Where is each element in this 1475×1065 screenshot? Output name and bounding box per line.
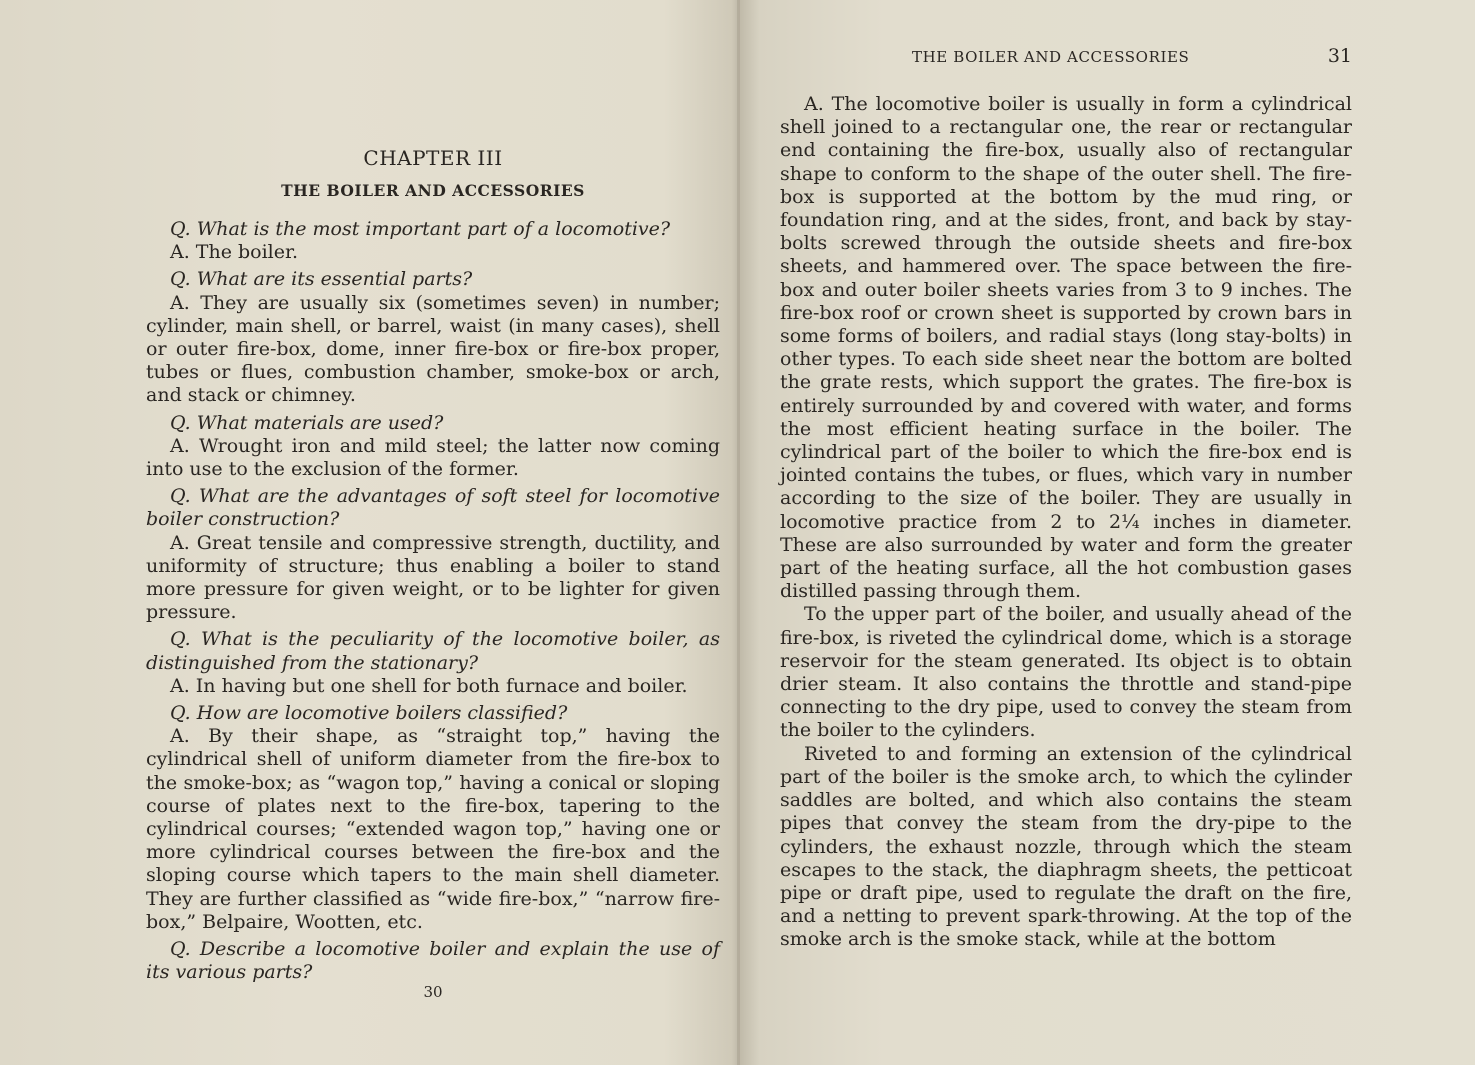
question-paragraph: Q. How are locomotive boilers classified? <box>170 702 568 725</box>
question-paragraph: Q. Describe a locomotive boiler and explain the use of its various parts? <box>146 938 720 984</box>
question-paragraph: Q. What are its essential parts? <box>170 268 473 291</box>
chapter-title: CHAPTER III <box>363 146 503 170</box>
body-paragraph: To the upper part of the boiler, and usually ahead of the fire-box, is riveted the cylindrical dome, which is a storage reservoir for the steam generated. Its object is to obtain drier steam. It also contains the throttle and stand-pipe connecting to the dry pipe, used to convey the steam from the boiler to the cylinders. <box>780 603 1352 742</box>
page-number: 31 <box>1327 45 1352 67</box>
left-page-body <box>146 218 720 985</box>
body-paragraph: Riveted to and forming an extension of the cylindrical part of the boiler is the smoke arch, to which the cylinder saddles are bolted, and which also contains the steam pipes that convey the steam from the dry-pipe to the cylinders, the exhaust nozzle, through which the steam escapes to the stack, the diaphragm sheets, the petticoat pipe or draft pipe, used to regulate the draft on the fire, and a netting to prevent spark-throwing. At the top of the smoke arch is the smoke stack, while at the bottom <box>780 742 1352 951</box>
running-head: THE BOILER AND ACCESSORIES <box>912 48 1190 66</box>
right-page <box>780 0 1352 1065</box>
answer-paragraph: A. In having but one shell for both furnace and boiler. <box>170 674 688 697</box>
book-gutter <box>737 0 740 1065</box>
chapter-subtitle: THE BOILER AND ACCESSORIES <box>281 181 585 200</box>
question-paragraph: Q. What is the peculiarity of the locomotive boiler, as distinguished from the stationary? <box>146 628 720 674</box>
left-page <box>146 0 720 1065</box>
answer-paragraph: A. They are usually six (sometimes seven) in number; cylinder, main shell, or barrel, waist (in many cases), shell or outer fire-box, dome, inner fire-box or fire-box proper, tubes or flues, combustion chamber, smoke-box or arch, and stack or chimney. <box>146 291 720 407</box>
question-paragraph: Q. What are the advantages of soft steel for locomotive boiler construction? <box>146 485 720 531</box>
question-paragraph: Q. What is the most important part of a locomotive? <box>170 218 671 240</box>
right-page-body <box>780 93 1352 952</box>
page-number: 30 <box>423 983 443 1001</box>
answer-paragraph: A. Wrought iron and mild steel; the latter now coming into use to the exclusion of the former. <box>146 434 720 481</box>
question-paragraph: Q. What materials are used? <box>170 411 444 434</box>
answer-paragraph: A. Great tensile and compressive strength, ductility, and uniformity of structure; thus enabling a boiler to stand more pressure for given weight, or to be lighter for given pressure. <box>146 531 720 624</box>
answer-paragraph: A. The boiler. <box>170 241 299 264</box>
answer-paragraph: A. By their shape, as “straight top,” having the cylindrical shell of uniform diameter from the fire-box to the smoke-box; as “wagon top,” having a conical or sloping course of plates next to the fire-box, tapering to the cylindrical courses; “extended wagon top,” having one or more cylindrical courses between the fire-box and the sloping course which tapers to the main shell diameter. They are further classified as “wide fire-box,” “narrow fire-box,” Belpaire, Wootten, etc. <box>146 725 720 933</box>
answer-paragraph: A. The locomotive boiler is usually in form a cylindrical shell joined to a rectangular one, the rear or rectangular end containing the fire-box, usually also of rectangular shape to conform to the shape of the outer shell. The fire-box is supported at the bottom by the mud ring, or foundation ring, and at the sides, front, and back by stay-bolts screwed through the outside sheets and fire-box sheets, and hammered over. The space between the fire-box and outer boiler sheets varies from 3 to 9 inches. The fire-box roof or crown sheet is supported by crown bars in some forms of boilers, and radial stays (long stay-bolts) in other types. To each side sheet near the bottom are bolted the grate rests, which support the grates. The fire-box is entirely surrounded by and covered with water, and forms the most efficient heating surface in the boiler. The cylindrical part of the boiler to which the fire-box end is jointed contains the tubes, or flues, which vary in number according to the size of the boiler. They are usually in locomotive practice from 2 to 2¼ inches in diameter. These are also surrounded by water and form the greater part of the heating surface, all the hot combustion gases distilled passing through them. <box>780 93 1352 603</box>
